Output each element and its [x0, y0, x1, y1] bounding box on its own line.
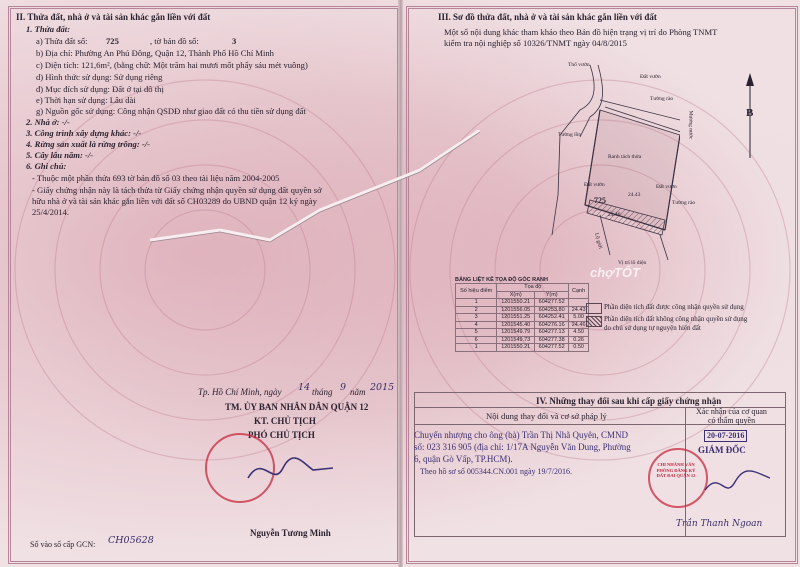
coord-table-title: BẢNG LIỆT KÊ TỌA ĐỘ GÓC RANH [455, 277, 548, 283]
land-plot-label: 1. Thửa đất: [26, 24, 71, 34]
table-cell: 1201551.25 [497, 314, 535, 322]
map-note-line2: kiểm tra nội nghiệp số 10326/TNMT ngày 04/8/2015 [444, 38, 627, 48]
change-line1: Chuyển nhượng cho ông (bà) Trần Thị Nhã Quyên, CMND [414, 430, 628, 440]
map-label-plot: 725 [594, 196, 606, 205]
table-cell: 604277.38 [535, 336, 569, 344]
plot-number: 725 [106, 36, 119, 46]
issuing-authority: TM. ỦY BAN NHÂN DÂN QUẬN 12 [225, 402, 369, 412]
note-2-line3: 25/4/2014. [32, 207, 70, 217]
for-chairman: KT. CHỦ TỊCH [254, 416, 316, 426]
table-cell: 604277.13 [535, 329, 569, 337]
seal-text: CHI NHÁNH VĂN PHÒNG ĐĂNG KÝ ĐẤT ĐAI QUẬN 12 [656, 462, 696, 478]
map-note-line1: Một số nội dung khác tham khảo theo Bản đồ hiện trạng vị trí do Phòng TNMT [444, 27, 718, 37]
table-cell: 6 [456, 336, 497, 344]
section4-title: IV. Những thay đổi sau khi cấp giấy chứng nhận [536, 396, 722, 406]
table-row [456, 336, 589, 344]
perennial-line: 5. Cây lâu năm: -/- [26, 150, 94, 160]
table-cell: 5.00 [569, 314, 589, 322]
legend-recognized: Phần diện tích đất được công nhận quyền sử dụng [604, 303, 744, 311]
watermark: chợTỐT [590, 265, 640, 280]
table-cell: 1201550.21 [497, 299, 535, 307]
register-label: Số vào sổ cấp GCN: [30, 540, 96, 549]
coord-header-coord: Tọa độ [497, 284, 569, 292]
coord-table [455, 283, 589, 352]
col1-header: Nội dung thay đổi và cơ sở pháp lý [486, 411, 607, 421]
table-cell: 5 [456, 329, 497, 337]
table-cell: 0.26 [569, 336, 589, 344]
table-cell: 4.50 [569, 329, 589, 337]
vice-chairman-signature [238, 448, 348, 498]
left-signer-name: Nguyễn Tương Minh [250, 528, 331, 538]
table-row [456, 306, 589, 314]
director-title: GIÁM ĐỐC [698, 445, 746, 455]
table-cell: 1201549.79 [497, 329, 535, 337]
change-line3: 6, quận Gò Vấp, TP.HCM). [414, 454, 513, 464]
section3-title: III. Sơ đồ thửa đất, nhà ở và tài sản khác gắn liền với đất [438, 12, 657, 22]
map-label-garden2: Đất vườn [584, 182, 605, 188]
issue-month: 9 [340, 382, 347, 393]
table-cell: 604253.80 [535, 306, 569, 314]
map-label-edge: Vị trí lõ diện [618, 260, 647, 266]
table-rule [414, 536, 786, 537]
right-signer-name: Trần Thanh Ngoan [676, 519, 763, 529]
section2-title: II. Thửa đất, nhà ở và tài sản khác gắn liền với đất [16, 12, 211, 22]
month-label: tháng [312, 387, 333, 397]
table-row [456, 321, 589, 329]
plot-area: c) Diện tích: 121,6m², (bằng chữ: Một trăm hai mươi mốt phẩy sáu mét vuông) [36, 60, 308, 70]
col2-header-line1: Xác nhận của cơ quan [696, 407, 767, 416]
issue-day: 14 [298, 382, 311, 393]
map-label-boundary: Ranh tách thửa [608, 154, 642, 160]
table-cell: 1201550.21 [497, 344, 535, 352]
table-cell: 0.50 [569, 344, 589, 352]
col2-header-line2: có thẩm quyền [708, 416, 756, 425]
director-signature [700, 460, 780, 510]
change-line2: số: 023 316 905 (địa chỉ: 1/17A Nguyễn Văn Dung, Phường [414, 442, 631, 452]
map-label-dim2: 24.46 [608, 212, 621, 218]
plot-no-prefix: a) Thửa đất số: [36, 36, 88, 46]
table-cell: 24.46 [569, 321, 589, 329]
construction-line: 3. Công trình xây dựng khác: -/- [26, 128, 142, 138]
stamp-date: 20-07-2016 [704, 430, 747, 442]
table-cell: 604252.41 [535, 314, 569, 322]
table-cell: 604276.16 [535, 321, 569, 329]
table-cell: 4 [456, 321, 497, 329]
map-sheet-number: 3 [232, 36, 237, 46]
legend-recognized-swatch [586, 303, 602, 314]
legend-donated-line1: Phần diện tích đất không công nhận quyền sử dụng [604, 315, 748, 323]
table-cell: 24.43 [569, 306, 589, 314]
coord-subheader-y: Y(m) [535, 291, 569, 299]
land-plot-map [440, 55, 680, 265]
coord-subheader-x: X(m) [497, 291, 535, 299]
issue-year: 2015 [370, 382, 395, 393]
map-label-road: Lộ giới [593, 232, 604, 250]
use-purpose: đ) Mục đích sử dụng: Đất ở tại đô thị [36, 84, 164, 94]
north-label: B [746, 107, 754, 119]
table-cell: 1201556.05 [497, 306, 535, 314]
table-cell: 1 [456, 299, 497, 307]
table-cell: 604277.52 [535, 299, 569, 307]
table-rule [414, 392, 786, 393]
table-cell: 1201545.40 [497, 321, 535, 329]
map-sheet-label: , tờ bản đồ số: [150, 36, 199, 46]
table-cell: 3 [456, 314, 497, 322]
map-label-garden3: Đất vườn [656, 184, 677, 190]
map-label-dim1: 24.43 [628, 192, 641, 198]
table-cell: 604277.52 [535, 344, 569, 352]
table-row [456, 329, 589, 337]
table-rule [414, 392, 415, 537]
use-term: e) Thời hạn sử dụng: Lâu dài [36, 95, 136, 105]
plot-address: b) Địa chỉ: Phường An Phú Đông, Quận 12, Thành Phố Hồ Chí Minh [36, 48, 274, 58]
place-date-prefix: Tp. Hồ Chí Minh, ngày [198, 387, 282, 397]
table-cell: 1201549.73 [497, 336, 535, 344]
legend-donated-line2: do chủ sử dụng tự nguyện hiến đất [604, 324, 701, 332]
vice-chairman-title: PHÓ CHỦ TỊCH [248, 430, 315, 440]
table-row [456, 344, 589, 352]
table-row [456, 299, 589, 307]
map-label-ditch: Thổ vườn [568, 62, 590, 68]
map-label-wall-left: Tường lồn [558, 132, 582, 138]
map-label-garden1: Đất vườn [640, 74, 661, 80]
table-rule [785, 392, 786, 537]
year-label: năm [350, 387, 366, 397]
note-2-line2: hữu nhà ở và tài sản khác gắn liền với đất số CH03289 do UBND quận 12 ký ngày [32, 196, 317, 206]
house-line: 2. Nhà ở: -/- [26, 117, 70, 127]
table-cell: 1 [456, 344, 497, 352]
change-line4: Theo hồ sơ số 005344.CN.001 ngày 19/7/2016. [420, 467, 573, 476]
map-label-road-side: Mương nước [687, 110, 694, 140]
note-2-line1: - Giấy chứng nhận này là tách thửa từ Giấy chứng nhận quyền sử dụng đất quyền sở [32, 185, 322, 195]
notes-label: 6. Ghi chú: [26, 161, 67, 171]
map-label-wall-top: Tường rào [650, 96, 674, 102]
register-number: CH05628 [108, 535, 154, 546]
forest-line: 4. Rừng sản xuất là rừng trồng: -/- [26, 139, 150, 149]
table-row [456, 314, 589, 322]
note-1: - Thuộc một phần thửa 693 tờ bản đồ số 03 theo tài liệu năm 2004-2005 [32, 173, 280, 183]
table-cell: 2 [456, 306, 497, 314]
legend-donated-swatch [586, 316, 602, 327]
use-origin: g) Nguồn gốc sử dụng: Công nhận QSDĐ như giao đất có thu tiền sử dụng đất [36, 106, 306, 116]
coord-header-edge: Cạnh [569, 284, 589, 299]
use-form: d) Hình thức sử dụng: Sử dụng riêng [36, 72, 163, 82]
coord-header-point: Số hiệu điểm [456, 284, 497, 299]
map-label-wall-right: Tường rào [672, 200, 696, 206]
